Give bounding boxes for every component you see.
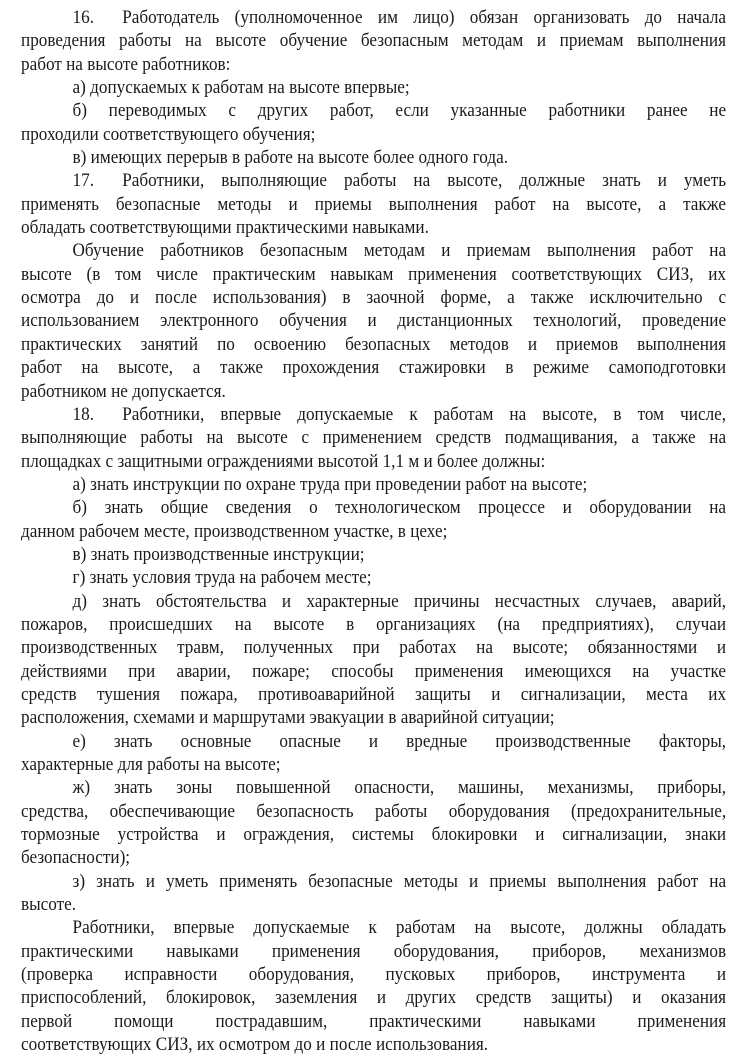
text-line	[21, 6, 726, 29]
text-line: приспособлений, блокировок, заземления и других средств защиты) и оказания	[21, 987, 727, 1009]
text-line: д) знать обстоятельства и характерные причины несчастных случаев, аварий,	[72, 590, 727, 612]
text-line: средств тушения пожара, противоаварийной защиты и сигнализации, места их	[21, 683, 727, 705]
line-text: Работники, впервые допускаемые к работам на высоте, в том числе,	[122, 403, 727, 425]
text-line: а) допускаемых к работам на высоте впервые;	[72, 77, 410, 99]
text-line: проведения работы на высоте обучение безопасным методам и приемам выполнения	[21, 30, 727, 52]
text-line: высоте.	[21, 894, 77, 916]
text-line: средства, обеспечивающие безопасность работы оборудования (предохранительные,	[21, 800, 727, 822]
paragraph-p18zh	[21, 776, 726, 869]
text-line: проходили соответствующего обучения;	[21, 123, 316, 145]
line-text: Работники, выполняющие работы на высоте, должные знать и уметь	[122, 170, 727, 192]
clause-number: 17.	[72, 170, 94, 192]
text-line: производственных травм, полученных при работах на высоте; обязанностями и	[21, 637, 727, 659]
text-line: е) знать основные опасные и вредные производственные факторы,	[72, 730, 727, 752]
paragraph-p17	[21, 169, 726, 239]
text-line: высоте (в том числе практическим навыкам применения соответствующих СИЗ, их	[21, 263, 727, 285]
text-line: Обучение работников безопасным методам и приемам выполнения работ на	[72, 240, 727, 262]
text-line: применять безопасные методы и приемы выполнения работ на высоте, а также	[21, 193, 727, 215]
paragraph-p18	[21, 403, 726, 473]
text-line: работником не допускается.	[21, 380, 226, 402]
text-line: ж) знать зоны повышенной опасности, машины, механизмы, приборы,	[72, 777, 727, 799]
text-line: тормозные устройства и ограждения, системы блокировки и сигнализации, знаки	[21, 824, 727, 846]
text-line: в) знать производственные инструкции;	[72, 543, 365, 565]
text-line: площадках с защитными ограждениями высотой 1,1 м и более должны:	[21, 450, 546, 472]
text-line	[21, 403, 726, 426]
text-line: данном рабочем месте, производственном участке, в цехе;	[21, 520, 448, 542]
text-line: действиями при аварии, пожаре; способы применения имеющихся на участке	[21, 660, 727, 682]
text-line: соответствующих СИЗ, их осмотром до и после использования.	[21, 1034, 489, 1056]
text-line: в) имеющих перерыв в работе на высоте более одного года.	[72, 147, 509, 169]
text-line: (проверка исправности оборудования, пусковых приборов, инструмента и	[21, 964, 727, 986]
paragraph-p16a	[21, 76, 726, 99]
text-line: выполняющие работы на высоте с применением средств подмащивания, а также на	[21, 427, 727, 449]
text-line: з) знать и уметь применять безопасные методы и приемы выполнения работ на	[72, 870, 727, 892]
text-line: Работники, впервые допускаемые к работам на высоте, должны обладать	[72, 917, 727, 939]
text-line: работ на высоте работников:	[21, 53, 231, 75]
text-line: безопасности);	[21, 847, 131, 869]
text-line: работ на высоте, а также прохождения стажировки в режиме самоподготовки	[21, 357, 727, 379]
text-line: пожаров, происшедших на высоте в организациях (на предприятиях), случаи	[21, 613, 727, 635]
paragraph-p18v	[21, 543, 726, 566]
paragraph-p18a	[21, 473, 726, 496]
text-line: г) знать условия труда на рабочем месте;	[72, 567, 372, 589]
text-line	[21, 169, 726, 192]
paragraph-p16b	[21, 99, 726, 146]
text-line: обладать соответствующими практическими навыками.	[21, 217, 429, 239]
paragraph-p17b	[21, 239, 726, 402]
text-line: практических занятий по освоению безопасных методов и приемов выполнения	[21, 333, 727, 355]
text-line: характерные для работы на высоте;	[21, 754, 281, 775]
text-line: б) знать общие сведения о технологическом процессе и оборудовании на	[72, 497, 727, 519]
line-text: Работодатель (уполномоченное им лицо) обязан организовать до начала	[122, 7, 727, 28]
document-body	[21, 6, 726, 1056]
paragraph-p18b	[21, 496, 726, 543]
text-line: а) знать инструкции по охране труда при проведении работ на высоте;	[72, 473, 588, 495]
paragraph-p18e	[21, 730, 726, 777]
paragraph-p18last	[21, 916, 726, 1056]
text-line: осмотра до и после использования) в заочной форме, а также исключительно с	[21, 287, 727, 309]
paragraph-p16	[21, 6, 726, 76]
text-line: использованием электронного обучения и дистанционных технологий, проведение	[21, 310, 727, 332]
paragraph-p16v	[21, 146, 726, 169]
text-line: б) переводимых с других работ, если указанные работники ранее не	[72, 100, 727, 122]
paragraph-p18z	[21, 870, 726, 917]
paragraph-p18g	[21, 566, 726, 589]
paragraph-p18d	[21, 590, 726, 730]
text-line: расположения, схемами и маршрутами эвакуации в аварийной ситуации;	[21, 707, 555, 729]
clause-number: 16.	[72, 7, 94, 28]
clause-number: 18.	[72, 403, 94, 425]
text-line: первой помощи пострадавшим, практическими навыками применения	[21, 1010, 727, 1032]
text-line: практическими навыками применения оборудования, приборов, механизмов	[21, 940, 727, 962]
